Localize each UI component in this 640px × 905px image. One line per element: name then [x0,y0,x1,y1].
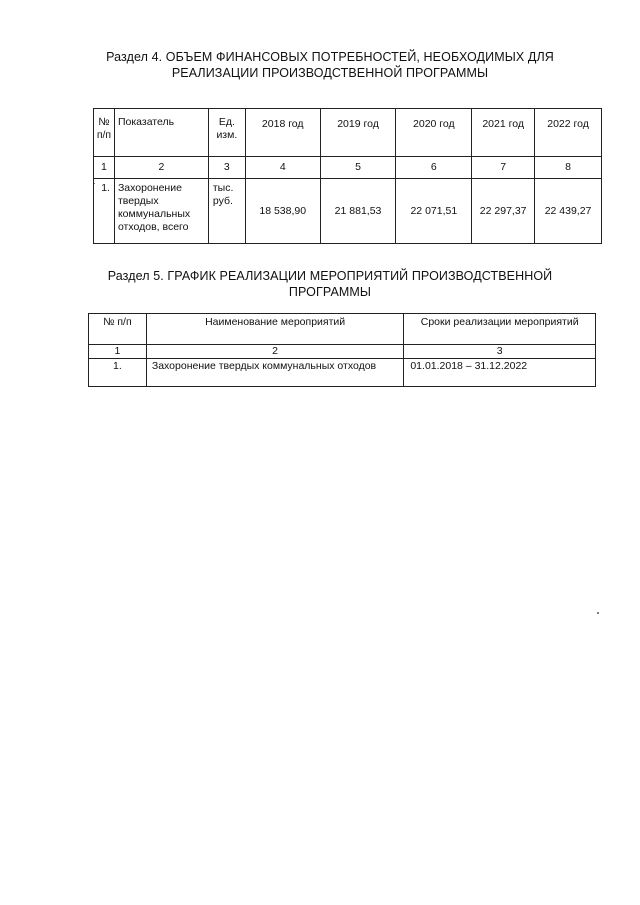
row-dates: 01.01.2018 – 31.12.2022 [404,359,596,387]
header-year-2018: 2018 год [245,109,320,157]
section-5-title: Раздел 5. ГРАФИК РЕАЛИЗАЦИИ МЕРОПРИЯТИЙ ПРОИЗВОДСТВЕННОЙ ПРОГРАММЫ [107,269,553,299]
header-year-2022: 2022 год [535,109,602,157]
header-activity-name: Наименование мероприятий [146,314,403,345]
table-header-row [89,314,596,345]
scan-speck [94,183,95,184]
row-num: 1. [94,179,115,244]
value-2019: 21 881,53 [320,179,396,244]
value-2022: 22 439,27 [535,179,602,244]
column-number: 3 [208,157,245,179]
row-num: 1. [89,359,147,387]
row-unit: тыс. руб. [208,179,245,244]
header-year-2019: 2019 год [320,109,396,157]
scan-speck [597,612,599,614]
row-activity-name: Захоронение твердых коммунальных отходов [146,359,403,387]
header-num: № п/п [94,109,115,157]
value-2021: 22 297,37 [472,179,535,244]
value-2018: 18 538,90 [245,179,320,244]
header-indicator: Показатель [114,109,208,157]
column-number: 3 [404,345,596,359]
table-row [89,359,596,387]
header-unit: Ед. изм. [208,109,245,157]
column-number: 1 [94,157,115,179]
value-2020: 22 071,51 [396,179,472,244]
column-number: 6 [396,157,472,179]
table-row [94,179,602,244]
implementation-schedule-table [88,313,596,387]
header-dates: Сроки реализации мероприятий [404,314,596,345]
header-year-2020: 2020 год [396,109,472,157]
column-number: 2 [114,157,208,179]
row-indicator: Захоронение твердых коммунальных отходов, всего [114,179,208,244]
column-number-row [89,345,596,359]
column-number-row [94,157,602,179]
column-number: 7 [472,157,535,179]
column-number: 5 [320,157,396,179]
section-4-title: Раздел 4. ОБЪЕМ ФИНАНСОВЫХ ПОТРЕБНОСТЕЙ, НЕОБХОДИМЫХ ДЛЯ РЕАЛИЗАЦИИ ПРОИЗВОДСТВЕННОЙ ПРОГРАММЫ [106,50,554,80]
column-number: 8 [535,157,602,179]
financial-needs-table [93,108,602,244]
table-header-row [94,109,602,157]
column-number: 2 [146,345,403,359]
column-number: 1 [89,345,147,359]
header-year-2021: 2021 год [472,109,535,157]
header-num: № п/п [89,314,147,345]
column-number: 4 [245,157,320,179]
